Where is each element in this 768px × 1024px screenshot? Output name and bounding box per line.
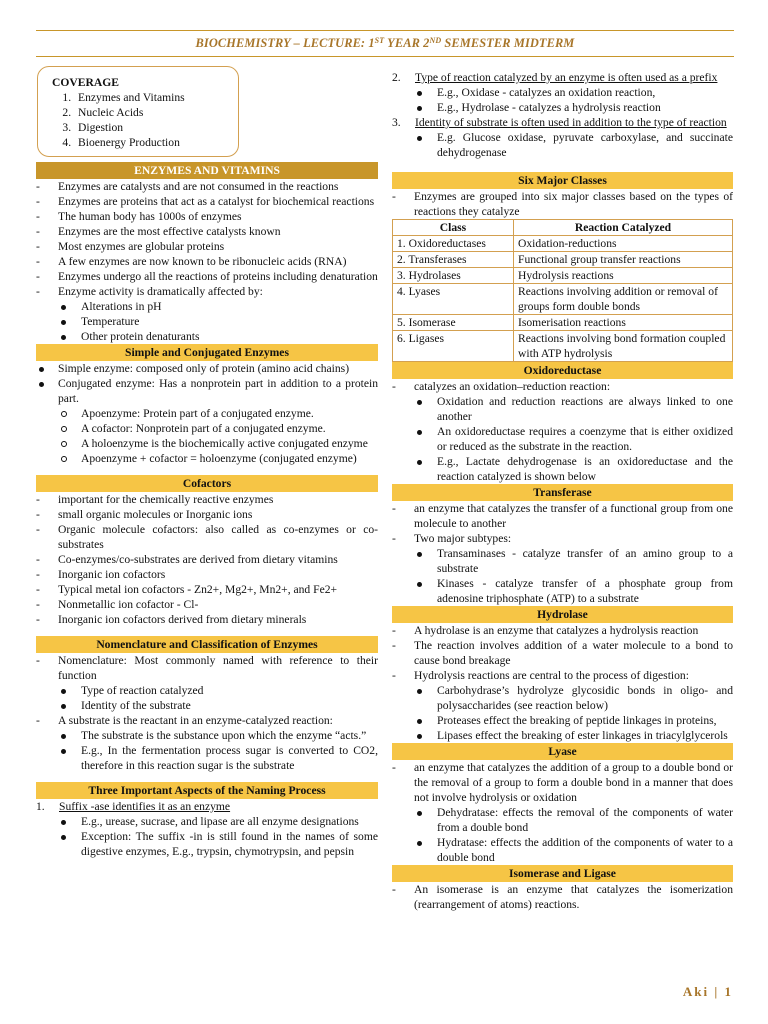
coverage-item: 4. Bioenergy Production — [74, 135, 226, 150]
enzymes-point: - Enzymes are proteins that act as a catalyst for biochemical reactions — [36, 194, 378, 209]
reaction-cell: Oxidation-reductions — [514, 236, 733, 252]
cofactor-point: - Organic molecule cofactors: also called as co-enzymes or co-substrates — [36, 522, 378, 552]
isomerase-point: - An isomerase is an enzyme that catalyzes the isomerization (rearrangement of atoms) reactions. — [392, 882, 733, 912]
enzymes-point: - Enzymes are catalysts and are not consumed in the reactions — [36, 179, 378, 194]
cofactor-point: - Inorganic ion cofactors — [36, 567, 378, 582]
class-cell: 2. Transferases — [393, 252, 514, 268]
naming-aspect-3: 3. Identity of substrate is often used in addition to the type of reaction — [392, 116, 727, 129]
transferase-point: - an enzyme that catalyzes the transfer of a functional group from one molecule to another — [392, 501, 733, 531]
naming-example: E.g. Glucose oxidase, pyruvate carboxylase, and succinate dehydrogenase — [437, 131, 733, 159]
naming-aspect-3-bullets — [392, 130, 733, 160]
reaction-cell: Reactions involving addition or removal of groups form double bonds — [514, 284, 733, 315]
enzymes-point: - The human body has 1000s of enzymes — [36, 209, 378, 224]
class-cell: 4. Lyases — [393, 284, 514, 315]
activity-factor: Alterations in pH — [81, 299, 378, 314]
coverage-list — [52, 90, 226, 150]
naming-aspect-2-bullets — [392, 85, 733, 115]
lyase-bullet: Dehydratase: effects the removal of the components of water from a double bond — [437, 806, 733, 834]
nomenclature-point: - Nomenclature: Most commonly named with reference to their function — [36, 653, 378, 683]
cofactor-point: - Co-enzymes/co-substrates are derived from dietary vitamins — [36, 552, 378, 567]
enzymes-point: - Enzyme activity is dramatically affected by: — [36, 284, 378, 299]
naming-aspect-2: 2. Type of reaction catalyzed by an enzyme is often used as a prefix — [392, 71, 718, 84]
lyase-heading: Lyase — [392, 743, 733, 760]
right-column — [392, 70, 733, 912]
isomerase-ligase-heading: Isomerase and Ligase — [392, 865, 733, 882]
page-footer: Aki | 1 — [682, 984, 733, 999]
cofactor-point: - Nonmetallic ion cofactor - Cl- — [36, 597, 378, 612]
conjugated-part: A cofactor: Nonprotein part of a conjugated enzyme. — [81, 421, 378, 436]
table-row — [393, 315, 733, 331]
oxidoreductase-heading: Oxidoreductase — [392, 362, 733, 379]
table-row — [393, 268, 733, 284]
activity-factors-list — [36, 299, 378, 344]
hydrolase-heading: Hydrolase — [392, 606, 733, 623]
table-header-class: Class — [393, 220, 514, 236]
reaction-cell: Reactions involving bond formation coupled with ATP hydrolysis — [514, 331, 733, 362]
class-cell: 6. Ligases — [393, 331, 514, 362]
oxidoreductase-bullet: Oxidation and reduction reactions are always linked to one another — [437, 395, 733, 423]
conjugated-part: A holoenzyme is the biochemically active conjugated enzyme — [81, 436, 378, 451]
transferase-bullet: Transaminases - catalyze transfer of an amino group to a substrate — [437, 547, 733, 575]
hydrolase-point: - The reaction involves addition of a water molecule to a bond to cause bond breakage — [392, 638, 733, 668]
enzymes-vitamins-heading: ENZYMES AND VITAMINS — [36, 162, 378, 179]
conjugated-part: Apoenzyme: Protein part of a conjugated enzyme. — [81, 406, 378, 421]
cofactor-point: - Typical metal ion cofactors - Zn2+, Mg2+, Mn2+, and Fe2+ — [36, 582, 378, 597]
hydrolase-bullet: Proteases effect the breaking of peptide linkages in proteins, — [437, 713, 733, 728]
hydrolase-point: - Hydrolysis reactions are central to the process of digestion: — [392, 668, 733, 683]
conjugated-part: Apoenzyme + cofactor = holoenzyme (conjugated enzyme) — [81, 451, 378, 466]
oxidoreductase-point: - catalyzes an oxidation–reduction reaction: — [392, 379, 733, 394]
cofactor-point: - small organic molecules or Inorganic ions — [36, 507, 378, 522]
coverage-item: 2. Nucleic Acids — [74, 105, 226, 120]
enzymes-point: - Enzymes undergo all the reactions of proteins including denaturation — [36, 269, 378, 284]
six-classes-heading: Six Major Classes — [392, 172, 733, 189]
hydrolase-bullets — [392, 683, 733, 743]
six-classes-intro: - Enzymes are grouped into six major classes based on the types of reactions they catalyze — [392, 189, 733, 219]
hydrolase-bullet: Carbohydrase’s hydrolyze glycosidic bonds in oligo- and polysaccharides (see reaction below) — [437, 684, 733, 712]
transferase-point: - Two major subtypes: — [392, 531, 733, 546]
nomenclature-bullet: Identity of the substrate — [81, 698, 378, 713]
enzymes-point: - Enzymes are the most effective catalysts known — [36, 224, 378, 239]
simple-conjugated-list — [36, 361, 378, 406]
enzyme-classes-table — [392, 219, 733, 362]
activity-factor: Temperature — [81, 314, 378, 329]
hydrolase-point: - A hydrolase is an enzyme that catalyzes a hydrolysis reaction — [392, 623, 733, 638]
cofactors-heading: Cofactors — [36, 475, 378, 492]
coverage-title: COVERAGE — [52, 76, 119, 89]
enzyme-type-item: Conjugated enzyme: Has a nonprotein part in addition to a protein part. — [58, 377, 378, 405]
substrate-point: - A substrate is the reactant in an enzyme-catalyzed reaction: — [36, 713, 378, 728]
oxidoreductase-bullet: An oxidoreductase requires a coenzyme that is either oxidized or reduced as the substrate in the reaction. — [437, 425, 733, 453]
cofactor-point: - important for the chemically reactive enzymes — [36, 492, 378, 507]
coverage-item: 3. Digestion — [74, 120, 226, 135]
simple-conjugated-heading: Simple and Conjugated Enzymes — [36, 344, 378, 361]
left-column — [36, 66, 378, 859]
substrate-bullet: E.g., In the fermentation process sugar is converted to CO2, therefore in this reaction sugar is the substrate — [81, 744, 378, 772]
class-cell: 3. Hydrolases — [393, 268, 514, 284]
oxidoreductase-bullet: E.g., Lactate dehydrogenase is an oxidoreductase and the reaction catalyzed is shown below — [437, 455, 733, 483]
class-cell: 5. Isomerase — [393, 315, 514, 331]
conjugated-parts-list — [36, 406, 378, 466]
page-title: BIOCHEMISTRY – LECTURE: 1ST YEAR 2ND SEMESTER MIDTERM — [195, 36, 575, 50]
transferase-heading: Transferase — [392, 484, 733, 501]
nomenclature-bullets — [36, 683, 378, 713]
substrate-bullets — [36, 728, 378, 773]
table-header-row — [393, 220, 733, 236]
lyase-bullet: Hydratase: effects the addition of the components of water to a double bond — [437, 836, 733, 864]
header-bottom-rule — [36, 56, 734, 57]
lyase-bullets — [392, 805, 733, 865]
table-row — [393, 236, 733, 252]
coverage-box — [37, 66, 239, 157]
lyase-point: - an enzyme that catalyzes the addition of a group to a double bond or the removal of a group to form a double bond in a manner that does not involve hydrolysis or oxidation — [392, 760, 733, 805]
table-row — [393, 284, 733, 315]
reaction-cell: Isomerisation reactions — [514, 315, 733, 331]
table-row — [393, 252, 733, 268]
class-cell: 1. Oxidoreductases — [393, 236, 514, 252]
nomenclature-heading: Nomenclature and Classification of Enzymes — [36, 636, 378, 653]
naming-example: Exception: The suffix -in is still found in the names of some digestive enzymes, E.g., trypsin, chymotrypsin, and pepsin — [81, 830, 378, 858]
transferase-bullet: Kinases - catalyze transfer of a phosphate group from adenosine triphosphate (ATP) to a substrate — [437, 577, 733, 605]
naming-example: E.g., urease, sucrase, and lipase are all enzyme designations — [81, 814, 378, 829]
oxidoreductase-bullets — [392, 394, 733, 484]
table-row — [393, 331, 733, 362]
coverage-item: 1. Enzymes and Vitamins — [74, 90, 226, 105]
nomenclature-bullet: Type of reaction catalyzed — [81, 683, 378, 698]
naming-aspects-heading: Three Important Aspects of the Naming Process — [36, 782, 378, 799]
table-header-reaction: Reaction Catalyzed — [514, 220, 733, 236]
substrate-bullet: The substrate is the substance upon which the enzyme “acts.” — [81, 728, 378, 743]
reaction-cell: Hydrolysis reactions — [514, 268, 733, 284]
enzyme-type-item: Simple enzyme: composed only of protein (amino acid chains) — [58, 361, 378, 376]
enzymes-point: - Most enzymes are globular proteins — [36, 239, 378, 254]
header-top-rule — [36, 30, 734, 31]
naming-example: E.g., Hydrolase - catalyzes a hydrolysis reaction — [437, 100, 733, 115]
transferase-bullets — [392, 546, 733, 606]
activity-factor: Other protein denaturants — [81, 329, 378, 344]
naming-example: E.g., Oxidase - catalyzes an oxidation reaction, — [437, 85, 733, 100]
cofactor-point: - Inorganic ion cofactors derived from dietary minerals — [36, 612, 378, 627]
naming-aspect-1-bullets — [36, 814, 378, 859]
naming-aspect-1: 1. Suffix -ase identifies it as an enzyme — [36, 800, 231, 813]
reaction-cell: Functional group transfer reactions — [514, 252, 733, 268]
hydrolase-bullet: Lipases effect the breaking of ester linkages in triacylglycerols — [437, 728, 733, 743]
enzymes-point: - A few enzymes are now known to be ribonucleic acids (RNA) — [36, 254, 378, 269]
